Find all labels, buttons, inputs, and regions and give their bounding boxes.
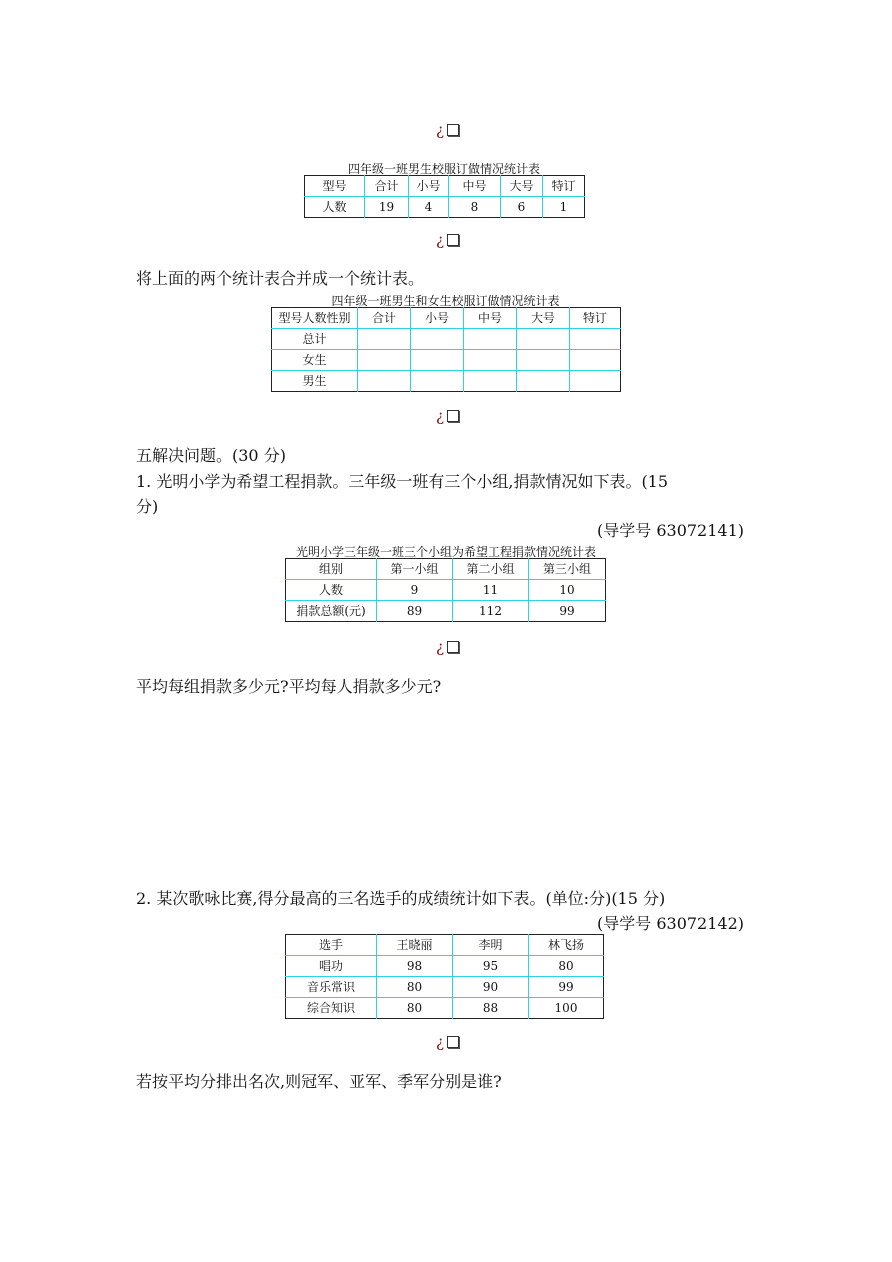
question1-text: 1. 光明小学为希望工程捐款。三年级一班有三个小组,捐款情况如下表。(15 [136,472,669,491]
table-cell: 90 [453,977,529,998]
table-cell: 6 [501,197,543,218]
table-cell: 80 [529,956,604,977]
table-cell: 89 [377,601,453,622]
table-cell: 80 [377,977,453,998]
table-cell: 中号 [464,308,517,329]
table-cell: 合计 [365,176,409,197]
table-cell: 100 [529,998,604,1019]
table-header-row [286,935,604,956]
table-row [286,601,606,622]
table-cell: 98 [377,956,453,977]
table-cell: 第二小组 [453,559,529,580]
table2-caption: 四年级一班男生和女生校服订做情况统计表 [331,294,560,308]
broken-glyph-mark: ¿ [436,121,459,139]
table-cell: 99 [529,601,606,622]
question1-ref-number: (导学号 63072141) [597,521,745,540]
table-row [272,329,621,350]
table3-caption: 光明小学三年级一班三个小组为希望工程捐款情况统计表 [295,545,596,559]
table1-caption: 四年级一班男生校服订做情况统计表 [347,162,540,176]
table-cell: 中号 [449,176,501,197]
table-cell [570,350,621,371]
broken-glyph-mark: ¿ [436,1033,459,1051]
singing-score-table [285,934,604,1019]
table-cell: 8 [449,197,501,218]
table-cell: 95 [453,956,529,977]
broken-glyph-mark: ¿ [436,638,459,656]
table-cell: 80 [377,998,453,1019]
table-cell: 型号人数性别 [272,308,358,329]
donation-table [285,558,606,622]
square-icon [447,410,459,422]
table-row [286,998,604,1019]
table-cell: 第三小组 [529,559,606,580]
table-cell: 李明 [453,935,529,956]
merge-instruction: 将上面的两个统计表合并成一个统计表。 [136,269,425,288]
table-cell: 88 [453,998,529,1019]
table-cell: 合计 [358,308,411,329]
broken-glyph-mark: ¿ [436,407,459,425]
table-cell [517,350,570,371]
table-cell [517,329,570,350]
table-row [305,197,585,218]
question2-text: 2. 某次歌咏比赛,得分最高的三名选手的成绩统计如下表。(单位:分)(15 分) [136,889,666,908]
table-cell: 10 [529,580,606,601]
question1-prompt: 平均每组捐款多少元?平均每人捐款多少元? [136,677,442,696]
square-icon [447,124,459,136]
table-cell: 小号 [409,176,449,197]
table-cell [570,371,621,392]
table-row [286,580,606,601]
table-cell [411,371,464,392]
table-cell: 第一小组 [377,559,453,580]
table-cell [411,329,464,350]
table-cell: 小号 [411,308,464,329]
table-cell: 人数 [322,200,347,214]
table-cell: 11 [453,580,529,601]
table-cell: 人数 [286,580,377,601]
table-cell: 型号 [305,176,365,197]
table-cell: 王晓丽 [377,935,453,956]
table-header-row [305,176,585,197]
table-cell: 选手 [286,935,377,956]
table-cell: 综合知识 [306,1001,355,1015]
table-row [272,350,621,371]
table-cell: 总计 [272,329,358,350]
square-icon [447,1036,459,1048]
table-cell: 1 [543,197,585,218]
table-cell: 捐款总额(元) [296,604,366,618]
table-cell [464,371,517,392]
question2-prompt: 若按平均分排出名次,则冠军、亚军、季军分别是谁? [136,1072,502,1091]
table-cell: 男生 [302,374,327,388]
table-cell: 特订 [570,308,621,329]
table-cell: 4 [409,197,449,218]
table-cell [358,371,411,392]
table-cell: 大号 [517,308,570,329]
square-icon [447,234,459,246]
table-cell: 19 [365,197,409,218]
table-row [286,977,604,998]
table-cell: 99 [529,977,604,998]
table-cell [358,350,411,371]
section-heading: 五解决问题。(30 分) [136,446,286,465]
table-cell [464,329,517,350]
table-cell: 112 [453,601,529,622]
table-cell [464,350,517,371]
table-cell: 组别 [286,559,377,580]
table-cell [570,329,621,350]
table-cell: 9 [377,580,453,601]
table-cell [358,329,411,350]
table-header-row [272,308,621,329]
table-cell [517,371,570,392]
table-row [272,371,621,392]
table-cell: 特订 [543,176,585,197]
question2-ref-number: (导学号 63072142) [597,914,745,933]
boys-uniform-table [304,175,585,218]
table-row [286,956,604,977]
broken-glyph-mark: ¿ [436,231,459,249]
table-cell [411,350,464,371]
combined-uniform-table [271,307,621,392]
table-cell: 大号 [501,176,543,197]
table-header-row [286,559,606,580]
question1-text-cont: 分) [136,497,159,516]
table-cell: 音乐常识 [286,977,377,998]
table-cell: 女生 [272,350,358,371]
table-cell: 林飞扬 [529,935,604,956]
square-icon [447,641,459,653]
table-cell: 唱功 [286,956,377,977]
